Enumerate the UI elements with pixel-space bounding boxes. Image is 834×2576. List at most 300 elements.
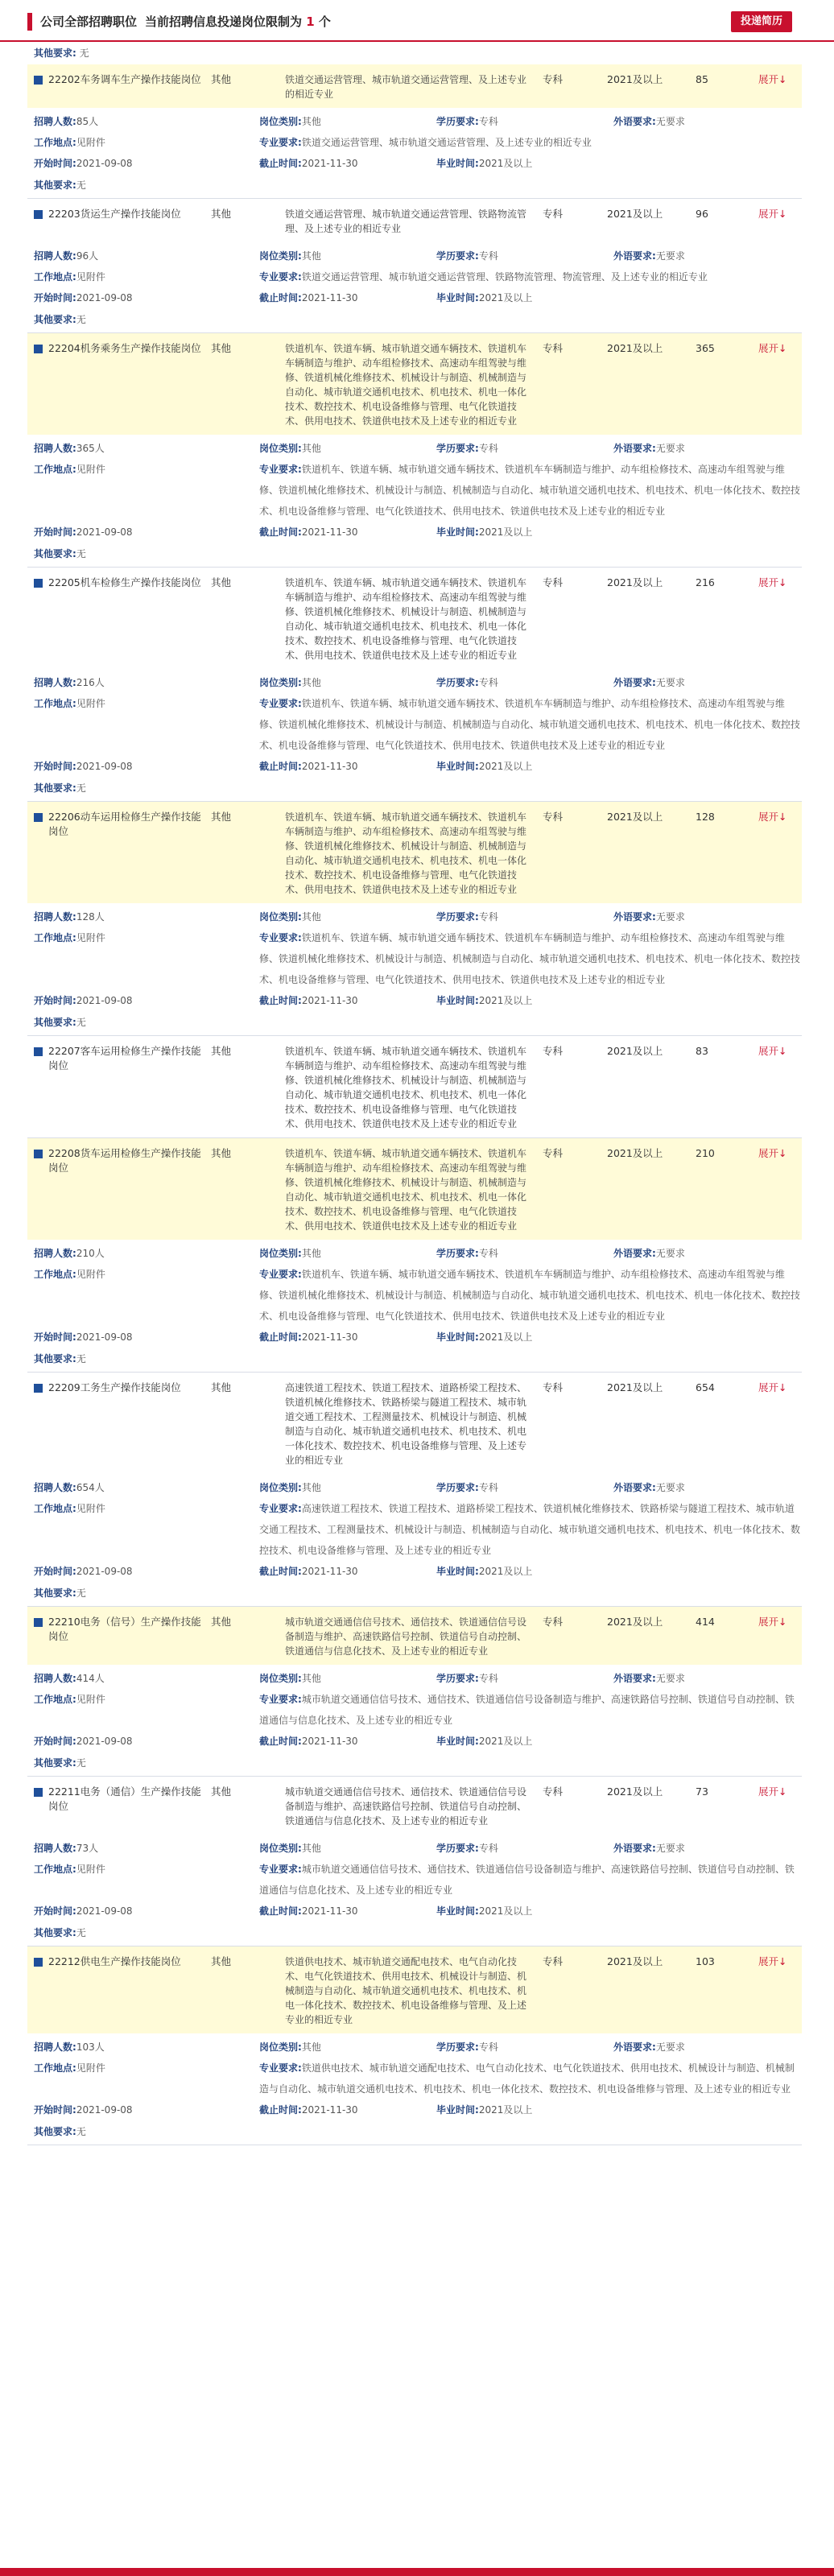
- other-value: 无: [76, 1017, 86, 1028]
- other-value: 无: [76, 548, 86, 559]
- job-type-label: 岗位类别:: [259, 677, 302, 688]
- grad-year-field: [436, 990, 597, 1011]
- end-date-field: [259, 287, 436, 308]
- expand-toggle[interactable]: 展开↓: [758, 1616, 787, 1628]
- education-field: [436, 1243, 597, 1264]
- grad-year-label: 毕业时间:: [436, 2104, 479, 2116]
- education-field: [436, 246, 597, 266]
- end-date-label: 截止时间:: [259, 292, 302, 303]
- start-date-label: 开始时间:: [34, 761, 76, 772]
- job-graduation: 2021及以上: [607, 1147, 663, 1159]
- job-type-value: 其他: [301, 677, 321, 688]
- detail-row-place-major: [27, 459, 802, 522]
- job-education: 专科: [543, 1955, 564, 1967]
- end-date-value: 2021-11-30: [301, 526, 358, 538]
- job-detail: [27, 435, 802, 567]
- job-headcount: 96: [696, 208, 708, 220]
- job-detail: [27, 1835, 802, 1946]
- expand-toggle[interactable]: 展开↓: [758, 576, 787, 588]
- job-entry: [27, 199, 802, 333]
- job-summary-row[interactable]: [27, 1777, 802, 1835]
- major-field: [259, 1859, 802, 1901]
- other-value: 无: [76, 1927, 86, 1938]
- major-field: [259, 693, 802, 756]
- start-date-field: [34, 1901, 243, 1922]
- place-field: [34, 1498, 243, 1519]
- limit-text: 当前招聘信息投递岗位限制为: [145, 14, 303, 29]
- end-date-label: 截止时间:: [259, 158, 302, 169]
- detail-row-dates: [27, 1327, 802, 1348]
- job-type-label: 岗位类别:: [259, 2041, 302, 2053]
- place-value: 见附件: [76, 464, 105, 475]
- job-name[interactable]: 22210电务（信号）生产操作技能岗位: [48, 1616, 201, 1642]
- job-summary-row[interactable]: [27, 1036, 802, 1137]
- job-type-field: [259, 1668, 436, 1689]
- language-field: [613, 1477, 799, 1498]
- education-value: 专科: [478, 911, 498, 923]
- job-summary-row[interactable]: [27, 568, 802, 669]
- other-label: 其他要求:: [34, 314, 76, 325]
- start-date-value: 2021-09-08: [76, 1331, 133, 1343]
- place-label: 工作地点:: [34, 2062, 76, 2074]
- detail-row-basic: [27, 672, 802, 693]
- other-requirement: [27, 1922, 802, 1944]
- headcount-field: [34, 906, 243, 927]
- major-field: [259, 927, 802, 990]
- end-date-value: 2021-11-30: [301, 1736, 358, 1747]
- job-summary-row[interactable]: [27, 199, 802, 242]
- education-label: 学历要求:: [436, 2041, 479, 2053]
- job-detail: [27, 2033, 802, 2145]
- page-title: 公司全部招聘职位: [40, 14, 138, 29]
- expand-toggle[interactable]: 展开↓: [758, 1381, 787, 1393]
- grad-year-label: 毕业时间:: [436, 761, 479, 772]
- other-label: 其他要求:: [34, 180, 76, 191]
- place-value: 见附件: [76, 1694, 105, 1705]
- headcount-label: 招聘人数:: [34, 1482, 76, 1493]
- end-date-value: 2021-11-30: [301, 2104, 358, 2116]
- start-date-label: 开始时间:: [34, 526, 76, 538]
- job-marker-icon: [34, 210, 43, 219]
- grad-year-field: [436, 1327, 597, 1348]
- start-date-label: 开始时间:: [34, 158, 76, 169]
- job-entry: [27, 1607, 802, 1777]
- job-category: 其他: [211, 1381, 232, 1393]
- job-name[interactable]: 22206动车运用检修生产操作技能岗位: [48, 811, 201, 837]
- job-name[interactable]: 22203货运生产操作技能岗位: [48, 208, 181, 220]
- education-value: 专科: [478, 250, 498, 262]
- job-major: 铁道供电技术、城市轨道交通配电技术、电气自动化技术、电气化铁道技术、供用电技术、机械设计与制造、机械制造与自动化、城市轨道交通机电技术、机电技术、机电一体化技术、数控技术、机电设备维修与管理、及上述专业的相近专业: [285, 1956, 527, 2025]
- other-label: 其他要求:: [34, 47, 76, 59]
- job-headcount: 365: [696, 342, 715, 354]
- education-label: 学历要求:: [436, 443, 479, 454]
- job-type-field: [259, 906, 436, 927]
- education-label: 学历要求:: [436, 911, 479, 923]
- other-value: 无: [76, 2126, 86, 2137]
- end-date-value: 2021-11-30: [301, 1566, 358, 1577]
- end-date-field: [259, 1561, 436, 1582]
- job-graduation: 2021及以上: [607, 1785, 663, 1798]
- grad-year-field: [436, 153, 597, 174]
- start-date-field: [34, 153, 243, 174]
- headcount-label: 招聘人数:: [34, 443, 76, 454]
- grad-year-value: 2021及以上: [478, 292, 533, 303]
- end-date-field: [259, 2099, 436, 2120]
- major-value: 铁道供电技术、城市轨道交通配电技术、电气自动化技术、电气化铁道技术、供用电技术、机械设计与制造、机械制造与自动化、城市轨道交通机电技术、机电技术、机电一体化技术、数控技术、机电设备维修与管理、及上述专业的相近专业: [259, 2062, 795, 2095]
- job-type-value: 其他: [301, 2041, 321, 2053]
- start-date-field: [34, 756, 243, 777]
- grad-year-label: 毕业时间:: [436, 1905, 479, 1917]
- detail-row-dates: [27, 1901, 802, 1922]
- major-value: 高速铁道工程技术、铁道工程技术、道路桥梁工程技术、铁道机械化维修技术、铁路桥梁与隧道工程技术、城市轨道交通工程技术、工程测量技术、机械设计与制造、机械制造与自动化、城市轨道交通机电技术、机电技术、机电一体化技术、数控技术、机电设备维修与管理、及上述专业的相近专业: [259, 1503, 801, 1556]
- job-type-field: [259, 1243, 436, 1264]
- headcount-label: 招聘人数:: [34, 677, 76, 688]
- detail-row-dates: [27, 756, 802, 777]
- job-name[interactable]: 22202车务调车生产操作技能岗位: [48, 73, 201, 85]
- job-detail: [27, 242, 802, 332]
- grad-year-field: [436, 2099, 597, 2120]
- end-date-field: [259, 1731, 436, 1752]
- job-entry: [27, 1138, 802, 1373]
- headcount-field: [34, 1243, 243, 1264]
- job-detail: [27, 1474, 802, 1606]
- bottom-accent-bar: [0, 2568, 834, 2576]
- other-requirement: [27, 308, 802, 331]
- job-education: 专科: [543, 576, 564, 588]
- job-major: 铁道机车、铁道车辆、城市轨道交通车辆技术、铁道机车车辆制造与维护、动车组检修技术、高速动车组驾驶与维修、铁道机械化维修技术、机械设计与制造、机械制造与自动化、城市轨道交通机电技术、机电技术、机电一体化技术、数控技术、机电设备维修与管理、电气化铁道技术、供用电技术、铁道供电技术及上述专业的相近专业: [285, 577, 527, 661]
- job-marker-icon: [34, 1958, 43, 1967]
- place-value: 见附件: [76, 271, 105, 283]
- other-requirement: [27, 1348, 802, 1370]
- major-value: 铁道机车、铁道车辆、城市轨道交通车辆技术、铁道机车车辆制造与维护、动车组检修技术、高速动车组驾驶与维修、铁道机械化维修技术、机械设计与制造、机械制造与自动化、城市轨道交通机电技术、机电技术、机电一体化技术、数控技术、机电设备维修与管理、电气化铁道技术、供用电技术、铁道供电技术及上述专业的相近专业: [259, 932, 801, 985]
- job-category: 其他: [211, 342, 232, 354]
- job-major: 城市轨道交通通信信号技术、通信技术、铁道通信信号设备制造与维护、高速铁路信号控制、铁道信号自动控制、铁道通信与信息化技术、及上述专业的相近专业: [285, 1616, 527, 1657]
- start-date-field: [34, 287, 243, 308]
- headcount-label: 招聘人数:: [34, 250, 76, 262]
- job-graduation: 2021及以上: [607, 576, 663, 588]
- grad-year-field: [436, 1901, 597, 1922]
- headcount-value: 210人: [76, 1248, 105, 1259]
- grad-year-value: 2021及以上: [478, 526, 533, 538]
- detail-row-place-major: [27, 266, 802, 287]
- end-date-field: [259, 153, 436, 174]
- job-entry: [27, 1946, 802, 2145]
- expand-toggle[interactable]: 展开↓: [758, 208, 787, 220]
- end-date-field: [259, 1327, 436, 1348]
- job-type-value: 其他: [301, 116, 321, 127]
- job-category: 其他: [211, 576, 232, 588]
- end-date-label: 截止时间:: [259, 1736, 302, 1747]
- job-type-value: 其他: [301, 911, 321, 923]
- language-label: 外语要求:: [613, 1482, 656, 1493]
- major-value: 铁道交通运营管理、城市轨道交通运营管理、及上述专业的相近专业: [301, 137, 592, 148]
- headcount-value: 128人: [76, 911, 105, 923]
- major-field: [259, 1498, 802, 1561]
- other-requirement: [27, 1011, 802, 1034]
- other-requirement: [27, 1752, 802, 1774]
- start-date-field: [34, 522, 243, 543]
- language-field: [613, 438, 799, 459]
- other-value: 无: [76, 180, 86, 191]
- major-field: [259, 459, 802, 522]
- job-marker-icon: [34, 1788, 43, 1797]
- job-education: 专科: [543, 811, 564, 823]
- job-headcount: 85: [696, 73, 708, 85]
- job-summary-row[interactable]: [27, 802, 802, 903]
- end-date-field: [259, 1901, 436, 1922]
- expand-toggle[interactable]: 展开↓: [758, 73, 787, 85]
- end-date-value: 2021-11-30: [301, 995, 358, 1006]
- headcount-value: 73人: [76, 1843, 99, 1854]
- grad-year-field: [436, 522, 597, 543]
- job-name[interactable]: 22205机车检修生产操作技能岗位: [48, 576, 201, 588]
- job-summary-row[interactable]: [27, 1607, 802, 1665]
- end-date-label: 截止时间:: [259, 1905, 302, 1917]
- job-graduation: 2021及以上: [607, 342, 663, 354]
- end-date-label: 截止时间:: [259, 761, 302, 772]
- language-label: 外语要求:: [613, 2041, 656, 2053]
- job-marker-icon: [34, 1047, 43, 1056]
- major-value: 铁道机车、铁道车辆、城市轨道交通车辆技术、铁道机车车辆制造与维护、动车组检修技术、高速动车组驾驶与维修、铁道机械化维修技术、机械设计与制造、机械制造与自动化、城市轨道交通机电技术、机电技术、机电一体化技术、数控技术、机电设备维修与管理、电气化铁道技术、供用电技术、铁道供电技术及上述专业的相近专业: [259, 1269, 801, 1322]
- job-graduation: 2021及以上: [607, 1045, 663, 1057]
- job-name[interactable]: 22204机务乘务生产操作技能岗位: [48, 342, 201, 354]
- grad-year-label: 毕业时间:: [436, 1736, 479, 1747]
- job-education: 专科: [543, 1045, 564, 1057]
- end-date-value: 2021-11-30: [301, 292, 358, 303]
- apply-limit-note: [145, 13, 331, 31]
- job-headcount: 210: [696, 1147, 715, 1159]
- job-graduation: 2021及以上: [607, 1616, 663, 1628]
- major-value: 铁道机车、铁道车辆、城市轨道交通车辆技术、铁道机车车辆制造与维护、动车组检修技术、高速动车组驾驶与维修、铁道机械化维修技术、机械设计与制造、机械制造与自动化、城市轨道交通机电技术、机电技术、机电一体化技术、数控技术、机电设备维修与管理、电气化铁道技术、供用电技术、铁道供电技术及上述专业的相近专业: [259, 464, 801, 517]
- headcount-field: [34, 672, 243, 693]
- job-headcount: 73: [696, 1785, 708, 1798]
- job-education: 专科: [543, 1147, 564, 1159]
- language-value: 无要求: [655, 443, 685, 454]
- education-label: 学历要求:: [436, 250, 479, 262]
- detail-row-dates: [27, 1731, 802, 1752]
- language-label: 外语要求:: [613, 1843, 656, 1854]
- job-name[interactable]: 22207客车运用检修生产操作技能岗位: [48, 1045, 201, 1071]
- major-label: 专业要求:: [259, 464, 302, 475]
- place-label: 工作地点:: [34, 464, 76, 475]
- education-field: [436, 111, 597, 132]
- job-marker-icon: [34, 1384, 43, 1393]
- start-date-field: [34, 1731, 243, 1752]
- end-date-value: 2021-11-30: [301, 1331, 358, 1343]
- job-entry: [27, 1373, 802, 1607]
- place-value: 见附件: [76, 137, 105, 148]
- place-value: 见附件: [76, 698, 105, 709]
- major-field: [259, 2058, 802, 2099]
- job-headcount: 414: [696, 1616, 715, 1628]
- expand-toggle[interactable]: 展开↓: [758, 342, 787, 354]
- job-type-value: 其他: [301, 1673, 321, 1684]
- place-label: 工作地点:: [34, 698, 76, 709]
- job-type-label: 岗位类别:: [259, 1248, 302, 1259]
- grad-year-label: 毕业时间:: [436, 158, 479, 169]
- job-summary-row[interactable]: [27, 333, 802, 435]
- place-label: 工作地点:: [34, 1694, 76, 1705]
- major-field: [259, 1264, 802, 1327]
- job-headcount: 654: [696, 1381, 715, 1393]
- other-label: 其他要求:: [34, 2126, 76, 2137]
- education-field: [436, 438, 597, 459]
- start-date-value: 2021-09-08: [76, 292, 133, 303]
- detail-row-dates: [27, 153, 802, 174]
- language-label: 外语要求:: [613, 911, 656, 923]
- limit-number: 1: [306, 14, 315, 29]
- end-date-label: 截止时间:: [259, 2104, 302, 2116]
- language-value: 无要求: [655, 250, 685, 262]
- job-type-field: [259, 111, 436, 132]
- other-value: 无: [76, 1353, 86, 1364]
- headcount-label: 招聘人数:: [34, 911, 76, 923]
- other-requirement: [27, 777, 802, 799]
- detail-row-place-major: [27, 693, 802, 756]
- other-label: 其他要求:: [34, 1927, 76, 1938]
- job-major: 高速铁道工程技术、铁道工程技术、道路桥梁工程技术、铁道机械化维修技术、铁路桥梁与隧道工程技术、城市轨道交通工程技术、工程测量技术、机械设计与制造、机械制造与自动化、城市轨道交通机电技术、机电技术、机电一体化技术、数控技术、机电设备维修与管理、及上述专业的相近专业: [285, 1382, 527, 1466]
- job-summary-row[interactable]: [27, 1946, 802, 2033]
- grad-year-value: 2021及以上: [478, 761, 533, 772]
- start-date-label: 开始时间:: [34, 292, 76, 303]
- detail-row-place-major: [27, 1264, 802, 1327]
- job-name[interactable]: 22208货车运用检修生产操作技能岗位: [48, 1147, 201, 1174]
- education-label: 学历要求:: [436, 1482, 479, 1493]
- major-label: 专业要求:: [259, 1269, 302, 1280]
- job-list: [27, 42, 802, 2145]
- grad-year-value: 2021及以上: [478, 158, 533, 169]
- job-name[interactable]: 22212供电生产操作技能岗位: [48, 1955, 181, 1967]
- apply-resume-button[interactable]: 投递简历: [731, 11, 792, 32]
- language-value: 无要求: [655, 116, 685, 127]
- grad-year-value: 2021及以上: [478, 1566, 533, 1577]
- job-summary-row[interactable]: [27, 64, 802, 108]
- end-date-value: 2021-11-30: [301, 1905, 358, 1917]
- headcount-value: 85人: [76, 116, 99, 127]
- start-date-label: 开始时间:: [34, 1331, 76, 1343]
- job-detail: [27, 108, 802, 198]
- job-category: 其他: [211, 1616, 232, 1628]
- headcount-value: 654人: [76, 1482, 105, 1493]
- detail-row-dates: [27, 1561, 802, 1582]
- headcount-label: 招聘人数:: [34, 2041, 76, 2053]
- job-category: 其他: [211, 811, 232, 823]
- job-entry: [27, 802, 802, 1036]
- grad-year-field: [436, 1561, 597, 1582]
- job-summary-row[interactable]: [27, 1138, 802, 1240]
- education-value: 专科: [478, 1673, 498, 1684]
- job-category: 其他: [211, 1785, 232, 1798]
- start-date-label: 开始时间:: [34, 2104, 76, 2116]
- education-value: 专科: [478, 677, 498, 688]
- job-type-value: 其他: [301, 250, 321, 262]
- grad-year-field: [436, 287, 597, 308]
- expand-toggle[interactable]: 展开↓: [758, 1955, 787, 1967]
- place-value: 见附件: [76, 932, 105, 943]
- job-entry: [27, 64, 802, 199]
- place-label: 工作地点:: [34, 1864, 76, 1875]
- job-summary-row[interactable]: [27, 1373, 802, 1474]
- job-type-value: 其他: [301, 1248, 321, 1259]
- expand-toggle[interactable]: 展开↓: [758, 1785, 787, 1798]
- end-date-label: 截止时间:: [259, 526, 302, 538]
- job-type-value: 其他: [301, 1482, 321, 1493]
- detail-row-place-major: [27, 1498, 802, 1561]
- detail-row-place-major: [27, 132, 802, 153]
- other-value: 无: [76, 1587, 86, 1599]
- education-label: 学历要求:: [436, 1673, 479, 1684]
- detail-row-dates: [27, 522, 802, 543]
- job-detail: [27, 1240, 802, 1372]
- headcount-value: 96人: [76, 250, 99, 262]
- job-type-label: 岗位类别:: [259, 911, 302, 923]
- place-field: [34, 1689, 243, 1710]
- end-date-label: 截止时间:: [259, 1331, 302, 1343]
- other-value: 无: [76, 314, 86, 325]
- language-field: [613, 1668, 799, 1689]
- expand-toggle[interactable]: 展开↓: [758, 811, 787, 823]
- detail-row-basic: [27, 246, 802, 266]
- major-label: 专业要求:: [259, 1503, 302, 1514]
- grad-year-field: [436, 1731, 597, 1752]
- start-date-value: 2021-09-08: [76, 1566, 133, 1577]
- job-detail: [27, 903, 802, 1035]
- grad-year-value: 2021及以上: [478, 1736, 533, 1747]
- place-field: [34, 266, 243, 287]
- start-date-value: 2021-09-08: [76, 2104, 133, 2116]
- start-date-field: [34, 1327, 243, 1348]
- job-category: 其他: [211, 1147, 232, 1159]
- major-value: 城市轨道交通通信信号技术、通信技术、铁道通信信号设备制造与维护、高速铁路信号控制、铁道信号自动控制、铁道通信与信息化技术、及上述专业的相近专业: [259, 1864, 795, 1896]
- job-major: 铁道机车、铁道车辆、城市轨道交通车辆技术、铁道机车车辆制造与维护、动车组检修技术、高速动车组驾驶与维修、铁道机械化维修技术、机械设计与制造、机械制造与自动化、城市轨道交通机电技术、机电技术、机电一体化技术、数控技术、机电设备维修与管理、电气化铁道技术、供用电技术、铁道供电技术及上述专业的相近专业: [285, 811, 527, 895]
- language-field: [613, 906, 799, 927]
- job-type-label: 岗位类别:: [259, 116, 302, 127]
- education-field: [436, 906, 597, 927]
- place-value: 见附件: [76, 1503, 105, 1514]
- other-label: 其他要求:: [34, 1353, 76, 1364]
- job-name[interactable]: 22211电务（通信）生产操作技能岗位: [48, 1785, 201, 1812]
- start-date-value: 2021-09-08: [76, 526, 133, 538]
- job-type-value: 其他: [301, 1843, 321, 1854]
- language-label: 外语要求:: [613, 1248, 656, 1259]
- job-major: 铁道交通运营管理、城市轨道交通运营管理、铁路物流管理、及上述专业的相近专业: [285, 208, 527, 234]
- grad-year-label: 毕业时间:: [436, 1331, 479, 1343]
- job-major: 城市轨道交通通信信号技术、通信技术、铁道通信信号设备制造与维护、高速铁路信号控制、铁道信号自动控制、铁道通信与信息化技术、及上述专业的相近专业: [285, 1786, 527, 1827]
- start-date-field: [34, 1561, 243, 1582]
- education-value: 专科: [478, 2041, 498, 2053]
- language-value: 无要求: [655, 1843, 685, 1854]
- job-headcount: 103: [696, 1955, 715, 1967]
- expand-toggle[interactable]: 展开↓: [758, 1045, 787, 1057]
- major-label: 专业要求:: [259, 271, 302, 283]
- job-marker-icon: [34, 1150, 43, 1158]
- education-label: 学历要求:: [436, 677, 479, 688]
- other-label: 其他要求:: [34, 1017, 76, 1028]
- job-category: 其他: [211, 208, 232, 220]
- end-date-value: 2021-11-30: [301, 761, 358, 772]
- place-label: 工作地点:: [34, 1269, 76, 1280]
- other-value: 无: [76, 782, 86, 794]
- end-date-label: 截止时间:: [259, 995, 302, 1006]
- place-field: [34, 1859, 243, 1880]
- grad-year-label: 毕业时间:: [436, 292, 479, 303]
- language-field: [613, 1838, 799, 1859]
- language-field: [613, 672, 799, 693]
- expand-toggle[interactable]: 展开↓: [758, 1147, 787, 1159]
- job-name[interactable]: 22209工务生产操作技能岗位: [48, 1381, 181, 1393]
- job-type-field: [259, 246, 436, 266]
- grad-year-value: 2021及以上: [478, 995, 533, 1006]
